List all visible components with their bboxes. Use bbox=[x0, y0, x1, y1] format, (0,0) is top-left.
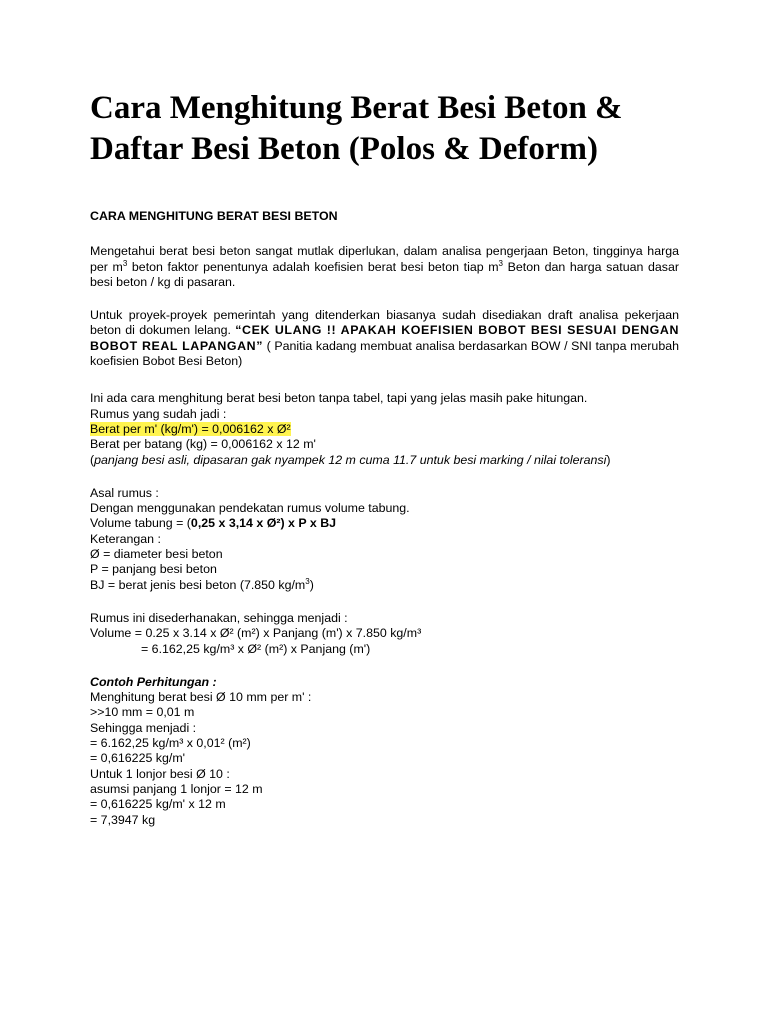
origin-heading: Asal rumus : bbox=[90, 485, 159, 500]
example-line: = 0,616225 kg/m' bbox=[90, 751, 186, 766]
simplified-block bbox=[90, 611, 679, 657]
legend-length: P = panjang besi beton bbox=[90, 562, 217, 577]
legend-heading: Keterangan : bbox=[90, 531, 161, 546]
example-line: = 0,616225 kg/m' x 12 m bbox=[90, 797, 226, 812]
example-line: Menghitung berat besi Ø 10 mm per m' : bbox=[90, 690, 312, 705]
origin-approach-line: Dengan menggunakan pendekatan rumus volume tabung. bbox=[90, 501, 410, 516]
formula-intro-line: Ini ada cara menghitung berat besi beton tanpa tabel, tapi yang jelas masih pake hitungan. bbox=[90, 391, 588, 406]
paragraph-proyek: Untuk proyek-proyek pemerintah yang ditenderkan biasanya sudah disediakan draft analisa pekerjaan beton di dokumen lelang. “CEK ULANG !! APAKAH KOEFISIEN BOBOT BESI SESUAI DENGAN BOBOT REAL LAPANGAN” ( Panitia kadang membuat analisa berdasarkan BOW / SNI tanpa merubah koefisien Bobot Besi Beton) bbox=[90, 308, 680, 369]
highlighted-formula: Berat per m' (kg/m') = 0,006162 x Ø² bbox=[90, 421, 291, 436]
volume-formula-line: Volume tabung = (0,25 x 3,14 x Ø²) x P x BJ bbox=[90, 516, 337, 531]
formula-note-line: (panjang besi asli, dipasaran gak nyampek 12 m cuma 11.7 untuk besi marking / nilai toleransi) bbox=[90, 452, 611, 467]
document-content bbox=[90, 88, 679, 828]
formula-block bbox=[90, 391, 679, 467]
origin-block bbox=[90, 486, 679, 593]
example-line: asumsi panjang 1 lonjor = 12 m bbox=[90, 781, 263, 796]
simplified-result-line: = 6.162,25 kg/m³ x Ø² (m²) x Panjang (m') bbox=[141, 641, 371, 656]
example-result-line: = 7,3947 kg bbox=[90, 812, 156, 827]
example-block bbox=[90, 675, 679, 828]
example-line: Sehingga menjadi : bbox=[90, 720, 197, 735]
paragraph-intro: Mengetahui berat besi beton sangat mutlak diperlukan, dalam analisa pengerjaan Beton, tingginya harga per $m^3$ beton faktor penentunya adalah koefisien berat besi beton tiap $m^3$ Beton dan harga satuan dasar besi beton / kg di pasaran. bbox=[90, 244, 679, 289]
simplified-volume-line: Volume = 0.25 x 3.14 x Ø² (m²) x Panjang (m') x 7.850 kg/m³ bbox=[90, 626, 422, 641]
example-line: >>10 mm = 0,01 m bbox=[90, 705, 195, 720]
warning-callout: “CEK ULANG !! APAKAH KOEFISIEN BOBOT BESI SESUAI DENGAN BOBOT REAL LAPANGAN” bbox=[90, 323, 680, 353]
example-heading: Contoh Perhitungan : bbox=[90, 674, 217, 689]
document-title: Cara Menghitung Berat Besi Beton & Daftar Besi Beton (Polos & Deform) bbox=[90, 90, 623, 167]
simplified-intro: Rumus ini disederhanakan, sehingga menjadi : bbox=[90, 610, 348, 625]
formula-ready-line: Rumus yang sudah jadi : bbox=[90, 406, 227, 421]
legend-diameter: Ø = diameter besi beton bbox=[90, 547, 223, 562]
example-line: Untuk 1 lonjor besi Ø 10 : bbox=[90, 766, 230, 781]
example-line: = 6.162,25 kg/m³ x 0,01² (m²) bbox=[90, 736, 251, 751]
section-heading: CARA MENGHITUNG BERAT BESI BETON bbox=[90, 209, 338, 223]
formula-per-bar-line: Berat per batang (kg) = 0,006162 x 12 m' bbox=[90, 437, 316, 452]
legend-density: BJ = berat jenis besi beton (7.850 $kg/m^3$) bbox=[90, 576, 314, 592]
